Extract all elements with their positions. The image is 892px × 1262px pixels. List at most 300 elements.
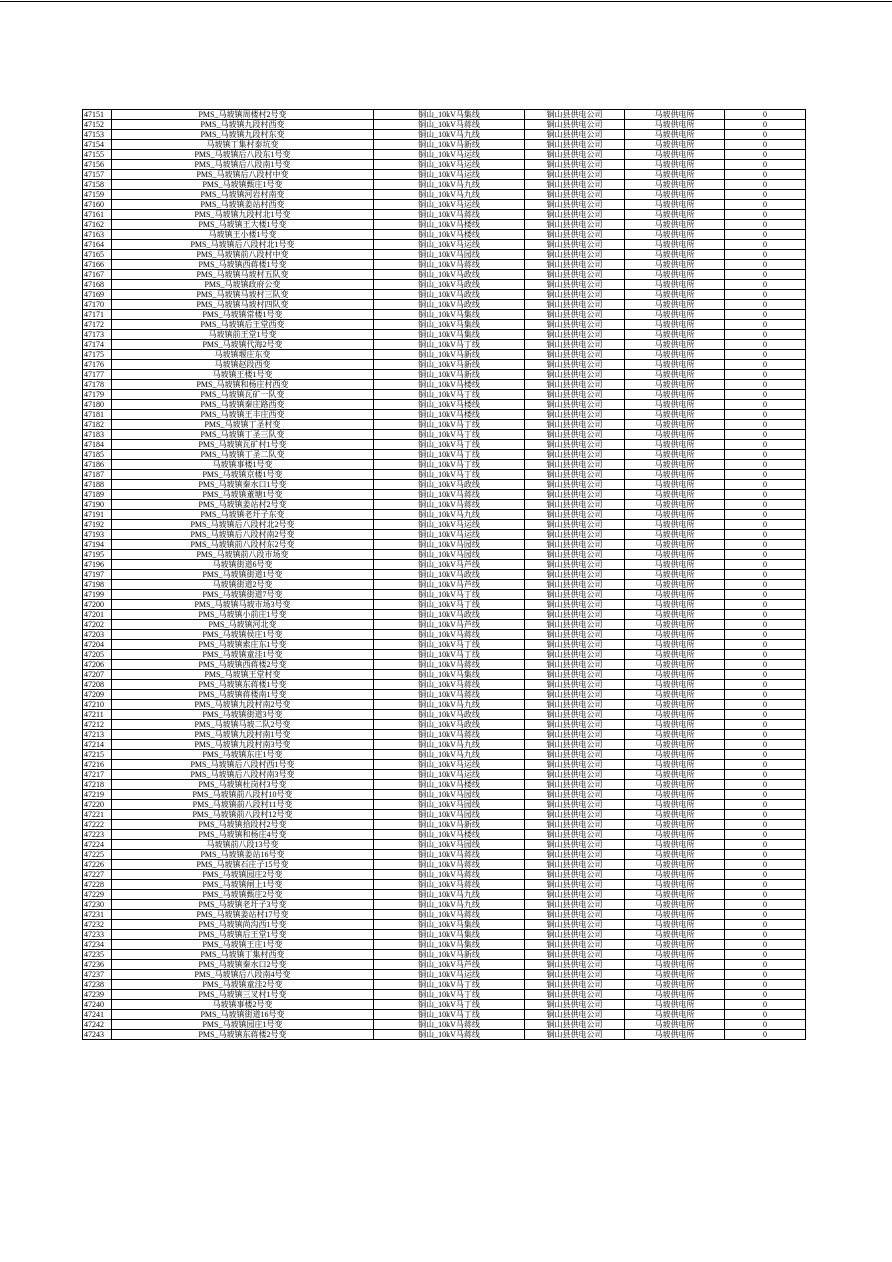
row-id-cell: 47210: [83, 700, 112, 710]
feeder-line-cell: 铜山_10kV马运线: [374, 170, 525, 180]
value-cell: 0: [725, 840, 806, 850]
company-cell: 铜山县供电公司: [525, 750, 625, 760]
supply-station-cell: 马坡供电所: [625, 980, 725, 990]
value-cell: 0: [725, 680, 806, 690]
supply-station-cell: 马坡供电所: [625, 950, 725, 960]
supply-station-cell: 马坡供电所: [625, 610, 725, 620]
supply-station-cell: 马坡供电所: [625, 570, 725, 580]
value-cell: 0: [725, 210, 806, 220]
supply-station-cell: 马坡供电所: [625, 590, 725, 600]
row-id-cell: 47190: [83, 500, 112, 510]
feeder-line-cell: 铜山_10kV马九线: [374, 190, 525, 200]
feeder-line-cell: 铜山_10kV马园线: [374, 810, 525, 820]
transformer-name-cell: PMS_马坡镇西蒋楼1号变: [112, 260, 374, 270]
transformer-name-cell: PMS_马坡镇侯庄1号变: [112, 630, 374, 640]
supply-station-cell: 马坡供电所: [625, 810, 725, 820]
supply-station-cell: 马坡供电所: [625, 490, 725, 500]
company-cell: 铜山县供电公司: [525, 110, 625, 120]
supply-station-cell: 马坡供电所: [625, 1010, 725, 1020]
feeder-line-cell: 铜山_10kV马楼线: [374, 380, 525, 390]
value-cell: 0: [725, 940, 806, 950]
supply-station-cell: 马坡供电所: [625, 630, 725, 640]
value-cell: 0: [725, 930, 806, 940]
supply-station-cell: 马坡供电所: [625, 380, 725, 390]
feeder-line-cell: 铜山_10kV马蒋线: [374, 730, 525, 740]
row-id-cell: 47160: [83, 200, 112, 210]
table-row: [83, 410, 806, 420]
feeder-line-cell: 铜山_10kV马集线: [374, 110, 525, 120]
supply-station-cell: 马坡供电所: [625, 960, 725, 970]
table-row: [83, 260, 806, 270]
transformer-name-cell: PMS_马坡镇园庄1号变: [112, 1020, 374, 1030]
value-cell: 0: [725, 830, 806, 840]
transformer-name-cell: PMS_马坡镇王堂村变: [112, 670, 374, 680]
table-row: [83, 310, 806, 320]
supply-station-cell: 马坡供电所: [625, 140, 725, 150]
supply-station-cell: 马坡供电所: [625, 600, 725, 610]
row-id-cell: 47159: [83, 190, 112, 200]
transformer-name-cell: PMS_马坡镇周楼村2号变: [112, 110, 374, 120]
company-cell: 铜山县供电公司: [525, 170, 625, 180]
feeder-line-cell: 铜山_10kV马丁线: [374, 470, 525, 480]
value-cell: 0: [725, 950, 806, 960]
value-cell: 0: [725, 510, 806, 520]
transformer-name-cell: PMS_马坡镇瓦矿村1号变: [112, 440, 374, 450]
table-row: [83, 230, 806, 240]
transformer-name-cell: PMS_马坡镇姜站村西变: [112, 200, 374, 210]
company-cell: 铜山县供电公司: [525, 190, 625, 200]
transformer-name-cell: PMS_马坡镇丁圣二队变: [112, 450, 374, 460]
company-cell: 铜山县供电公司: [525, 300, 625, 310]
feeder-line-cell: 铜山_10kV马丁线: [374, 450, 525, 460]
value-cell: 0: [725, 340, 806, 350]
feeder-line-cell: 铜山_10kV马楼线: [374, 830, 525, 840]
value-cell: 0: [725, 910, 806, 920]
table-row: [83, 300, 806, 310]
supply-station-cell: 马坡供电所: [625, 700, 725, 710]
value-cell: 0: [725, 180, 806, 190]
value-cell: 0: [725, 140, 806, 150]
feeder-line-cell: 铜山_10kV马楼线: [374, 220, 525, 230]
supply-station-cell: 马坡供电所: [625, 690, 725, 700]
supply-station-cell: 马坡供电所: [625, 110, 725, 120]
table-row: [83, 870, 806, 880]
supply-station-cell: 马坡供电所: [625, 900, 725, 910]
row-id-cell: 47155: [83, 150, 112, 160]
feeder-line-cell: 铜山_10kV马政线: [374, 720, 525, 730]
value-cell: 0: [725, 130, 806, 140]
company-cell: 铜山县供电公司: [525, 120, 625, 130]
transformer-name-cell: 马坡镇街道2号变: [112, 580, 374, 590]
supply-station-cell: 马坡供电所: [625, 800, 725, 810]
company-cell: 铜山县供电公司: [525, 520, 625, 530]
supply-station-cell: 马坡供电所: [625, 220, 725, 230]
row-id-cell: 47212: [83, 720, 112, 730]
feeder-line-cell: 铜山_10kV马新线: [374, 820, 525, 830]
row-id-cell: 47164: [83, 240, 112, 250]
row-id-cell: 47236: [83, 960, 112, 970]
transformer-name-cell: PMS_马坡镇街道16号变: [112, 1010, 374, 1020]
transformer-name-cell: PMS_马坡镇尚沟西1号变: [112, 920, 374, 930]
table-row: [83, 890, 806, 900]
supply-station-cell: 马坡供电所: [625, 990, 725, 1000]
table-row: [83, 1020, 806, 1030]
feeder-line-cell: 铜山_10kV马芦线: [374, 620, 525, 630]
table-row: [83, 120, 806, 130]
supply-station-cell: 马坡供电所: [625, 750, 725, 760]
supply-station-cell: 马坡供电所: [625, 790, 725, 800]
company-cell: 铜山县供电公司: [525, 1030, 625, 1040]
company-cell: 铜山县供电公司: [525, 810, 625, 820]
row-id-cell: 47187: [83, 470, 112, 480]
supply-station-cell: 马坡供电所: [625, 410, 725, 420]
value-cell: 0: [725, 220, 806, 230]
value-cell: 0: [725, 540, 806, 550]
company-cell: 铜山县供电公司: [525, 760, 625, 770]
value-cell: 0: [725, 880, 806, 890]
row-id-cell: 47204: [83, 640, 112, 650]
company-cell: 铜山县供电公司: [525, 530, 625, 540]
transformer-name-cell: PMS_马坡镇马坡村四队变: [112, 300, 374, 310]
supply-station-cell: 马坡供电所: [625, 910, 725, 920]
company-cell: 铜山县供电公司: [525, 670, 625, 680]
transformer-name-cell: 马坡镇堰庄东变: [112, 350, 374, 360]
row-id-cell: 47193: [83, 530, 112, 540]
row-id-cell: 47199: [83, 590, 112, 600]
supply-station-cell: 马坡供电所: [625, 180, 725, 190]
feeder-line-cell: 铜山_10kV马集线: [374, 940, 525, 950]
feeder-line-cell: 铜山_10kV马丁线: [374, 340, 525, 350]
feeder-line-cell: 铜山_10kV马丁线: [374, 640, 525, 650]
feeder-line-cell: 铜山_10kV马九线: [374, 130, 525, 140]
row-id-cell: 47220: [83, 800, 112, 810]
company-cell: 铜山县供电公司: [525, 870, 625, 880]
feeder-line-cell: 铜山_10kV马蒋线: [374, 870, 525, 880]
company-cell: 铜山县供电公司: [525, 370, 625, 380]
row-id-cell: 47188: [83, 480, 112, 490]
table-row: [83, 600, 806, 610]
value-cell: 0: [725, 160, 806, 170]
company-cell: 铜山县供电公司: [525, 320, 625, 330]
transformer-name-cell: PMS_马坡镇姜站16号变: [112, 850, 374, 860]
feeder-line-cell: 铜山_10kV马运线: [374, 160, 525, 170]
company-cell: 铜山县供电公司: [525, 340, 625, 350]
supply-station-cell: 马坡供电所: [625, 720, 725, 730]
value-cell: 0: [725, 570, 806, 580]
value-cell: 0: [725, 740, 806, 750]
transformer-name-cell: PMS_马坡镇丁圣三队变: [112, 430, 374, 440]
value-cell: 0: [725, 520, 806, 530]
table-row: [83, 990, 806, 1000]
value-cell: 0: [725, 190, 806, 200]
company-cell: 铜山县供电公司: [525, 990, 625, 1000]
company-cell: 铜山县供电公司: [525, 860, 625, 870]
transformer-name-cell: PMS_马坡镇东蒋楼2号变: [112, 1030, 374, 1040]
row-id-cell: 47197: [83, 570, 112, 580]
transformer-name-cell: PMS_马坡镇马坡村五队变: [112, 270, 374, 280]
transformer-name-cell: PMS_马坡镇甄庄1号变: [112, 180, 374, 190]
supply-station-cell: 马坡供电所: [625, 240, 725, 250]
row-id-cell: 47241: [83, 1010, 112, 1020]
row-id-cell: 47201: [83, 610, 112, 620]
supply-station-cell: 马坡供电所: [625, 400, 725, 410]
transformer-name-cell: PMS_马坡镇前八段村12号变: [112, 810, 374, 820]
value-cell: 0: [725, 780, 806, 790]
value-cell: 0: [725, 580, 806, 590]
transformer-name-cell: PMS_马坡镇石庄子15号变: [112, 860, 374, 870]
supply-station-cell: 马坡供电所: [625, 250, 725, 260]
feeder-line-cell: 铜山_10kV马新线: [374, 370, 525, 380]
value-cell: 0: [725, 440, 806, 450]
value-cell: 0: [725, 1020, 806, 1030]
transformer-name-cell: PMS_马坡镇前八段村11号变: [112, 800, 374, 810]
company-cell: 铜山县供电公司: [525, 960, 625, 970]
supply-station-cell: 马坡供电所: [625, 560, 725, 570]
transformer-name-cell: PMS_马坡镇董塘1号变: [112, 490, 374, 500]
value-cell: 0: [725, 480, 806, 490]
supply-station-cell: 马坡供电所: [625, 580, 725, 590]
table-row: [83, 220, 806, 230]
supply-station-cell: 马坡供电所: [625, 840, 725, 850]
table-row: [83, 940, 806, 950]
value-cell: 0: [725, 770, 806, 780]
supply-station-cell: 马坡供电所: [625, 770, 725, 780]
row-id-cell: 47224: [83, 840, 112, 850]
transformer-name-cell: PMS_马坡镇后八段村中变: [112, 170, 374, 180]
company-cell: 铜山县供电公司: [525, 940, 625, 950]
row-id-cell: 47207: [83, 670, 112, 680]
table-row: [83, 660, 806, 670]
company-cell: 铜山县供电公司: [525, 420, 625, 430]
row-id-cell: 47189: [83, 490, 112, 500]
transformer-name-cell: PMS_马坡镇王庄1号变: [112, 940, 374, 950]
feeder-line-cell: 铜山_10kV马集线: [374, 330, 525, 340]
value-cell: 0: [725, 630, 806, 640]
transformer-name-cell: 马坡镇丁集村泰坑变: [112, 140, 374, 150]
table-row: [83, 830, 806, 840]
table-row: [83, 160, 806, 170]
company-cell: 铜山县供电公司: [525, 600, 625, 610]
value-cell: 0: [725, 800, 806, 810]
supply-station-cell: 马坡供电所: [625, 430, 725, 440]
row-id-cell: 47215: [83, 750, 112, 760]
row-id-cell: 47156: [83, 160, 112, 170]
table-row: [83, 720, 806, 730]
company-cell: 铜山县供电公司: [525, 360, 625, 370]
transformer-name-cell: PMS_马坡镇九段村南1号变: [112, 730, 374, 740]
supply-station-cell: 马坡供电所: [625, 150, 725, 160]
company-cell: 铜山县供电公司: [525, 540, 625, 550]
table-row: [83, 570, 806, 580]
value-cell: 0: [725, 170, 806, 180]
table-row: [83, 170, 806, 180]
value-cell: 0: [725, 260, 806, 270]
supply-station-cell: 马坡供电所: [625, 510, 725, 520]
transformer-name-cell: PMS_马坡镇王丰庄西变: [112, 410, 374, 420]
value-cell: 0: [725, 320, 806, 330]
value-cell: 0: [725, 310, 806, 320]
company-cell: 铜山县供电公司: [525, 490, 625, 500]
row-id-cell: 47195: [83, 550, 112, 560]
feeder-line-cell: 铜山_10kV马九线: [374, 510, 525, 520]
company-cell: 铜山县供电公司: [525, 790, 625, 800]
transformer-name-cell: PMS_马坡镇姜站村2号变: [112, 500, 374, 510]
row-id-cell: 47153: [83, 130, 112, 140]
supply-station-cell: 马坡供电所: [625, 650, 725, 660]
transformer-name-cell: PMS_马坡镇童洼1号变: [112, 650, 374, 660]
feeder-line-cell: 铜山_10kV马政线: [374, 280, 525, 290]
table-row: [83, 200, 806, 210]
company-cell: 铜山县供电公司: [525, 180, 625, 190]
feeder-line-cell: 铜山_10kV马楼线: [374, 410, 525, 420]
table-row: [83, 630, 806, 640]
company-cell: 铜山县供电公司: [525, 430, 625, 440]
table-row: [83, 610, 806, 620]
row-id-cell: 47182: [83, 420, 112, 430]
value-cell: 0: [725, 1010, 806, 1020]
table-row: [83, 520, 806, 530]
row-id-cell: 47166: [83, 260, 112, 270]
table-row: [83, 320, 806, 330]
row-id-cell: 47211: [83, 710, 112, 720]
company-cell: 铜山县供电公司: [525, 220, 625, 230]
row-id-cell: 47214: [83, 740, 112, 750]
transformer-name-cell: PMS_马坡镇蒋楼南1号变: [112, 690, 374, 700]
feeder-line-cell: 铜山_10kV马丁线: [374, 440, 525, 450]
transformer-name-cell: 马坡镇王楼1号变: [112, 370, 374, 380]
value-cell: 0: [725, 390, 806, 400]
row-id-cell: 47168: [83, 280, 112, 290]
row-id-cell: 47167: [83, 270, 112, 280]
supply-station-cell: 马坡供电所: [625, 620, 725, 630]
supply-station-cell: 马坡供电所: [625, 680, 725, 690]
table-row: [83, 330, 806, 340]
company-cell: 铜山县供电公司: [525, 730, 625, 740]
transformer-name-cell: PMS_马坡镇后八段村南2号变: [112, 530, 374, 540]
row-id-cell: 47208: [83, 680, 112, 690]
supply-station-cell: 马坡供电所: [625, 260, 725, 270]
company-cell: 铜山县供电公司: [525, 510, 625, 520]
supply-station-cell: 马坡供电所: [625, 830, 725, 840]
supply-station-cell: 马坡供电所: [625, 160, 725, 170]
value-cell: 0: [725, 250, 806, 260]
feeder-line-cell: 铜山_10kV马九线: [374, 750, 525, 760]
feeder-line-cell: 铜山_10kV马政线: [374, 270, 525, 280]
row-id-cell: 47172: [83, 320, 112, 330]
feeder-line-cell: 铜山_10kV马政线: [374, 710, 525, 720]
company-cell: 铜山县供电公司: [525, 700, 625, 710]
value-cell: 0: [725, 560, 806, 570]
table-row: [83, 150, 806, 160]
company-cell: 铜山县供电公司: [525, 820, 625, 830]
feeder-line-cell: 铜山_10kV马政线: [374, 610, 525, 620]
transformer-name-cell: PMS_马坡镇老圩子东变: [112, 510, 374, 520]
supply-station-cell: 马坡供电所: [625, 1020, 725, 1030]
table-row: [83, 350, 806, 360]
top-border-line: [0, 1, 892, 2]
value-cell: 0: [725, 660, 806, 670]
transformer-name-cell: PMS_马坡镇索庄东1号变: [112, 640, 374, 650]
row-id-cell: 47229: [83, 890, 112, 900]
feeder-line-cell: 铜山_10kV马蒋线: [374, 1020, 525, 1030]
company-cell: 铜山县供电公司: [525, 480, 625, 490]
company-cell: 铜山县供电公司: [525, 290, 625, 300]
value-cell: 0: [725, 460, 806, 470]
value-cell: 0: [725, 330, 806, 340]
feeder-line-cell: 铜山_10kV马丁线: [374, 980, 525, 990]
supply-station-cell: 马坡供电所: [625, 460, 725, 470]
value-cell: 0: [725, 990, 806, 1000]
table-row: [83, 460, 806, 470]
row-id-cell: 47206: [83, 660, 112, 670]
table-row: [83, 430, 806, 440]
feeder-line-cell: 铜山_10kV马蒋线: [374, 120, 525, 130]
transformer-name-cell: PMS_马坡镇九段村南3号变: [112, 740, 374, 750]
value-cell: 0: [725, 890, 806, 900]
supply-station-cell: 马坡供电所: [625, 470, 725, 480]
feeder-line-cell: 铜山_10kV马蒋线: [374, 910, 525, 920]
transformer-name-cell: PMS_马坡镇九段村北1号变: [112, 210, 374, 220]
table-row: [83, 730, 806, 740]
transformer-name-cell: PMS_马坡镇九段村南2号变: [112, 700, 374, 710]
transformer-name-cell: PMS_马坡镇甄庄2号变: [112, 890, 374, 900]
company-cell: 铜山县供电公司: [525, 740, 625, 750]
feeder-line-cell: 铜山_10kV马九线: [374, 900, 525, 910]
value-cell: 0: [725, 120, 806, 130]
feeder-line-cell: 铜山_10kV马丁线: [374, 650, 525, 660]
row-id-cell: 47237: [83, 970, 112, 980]
feeder-line-cell: 铜山_10kV马集线: [374, 310, 525, 320]
feeder-line-cell: 铜山_10kV马新线: [374, 360, 525, 370]
row-id-cell: 47234: [83, 940, 112, 950]
row-id-cell: 47223: [83, 830, 112, 840]
value-cell: 0: [725, 730, 806, 740]
company-cell: 铜山县供电公司: [525, 580, 625, 590]
row-id-cell: 47196: [83, 560, 112, 570]
feeder-line-cell: 铜山_10kV马政线: [374, 570, 525, 580]
company-cell: 铜山县供电公司: [525, 350, 625, 360]
feeder-line-cell: 铜山_10kV马园线: [374, 540, 525, 550]
company-cell: 铜山县供电公司: [525, 610, 625, 620]
transformer-name-cell: PMS_马坡镇后八段村南3号变: [112, 770, 374, 780]
table-row: [83, 800, 806, 810]
table-row: [83, 480, 806, 490]
supply-station-cell: 马坡供电所: [625, 290, 725, 300]
row-id-cell: 47239: [83, 990, 112, 1000]
transformer-name-cell: PMS_马坡镇三叉村1号变: [112, 990, 374, 1000]
table-row: [83, 840, 806, 850]
row-id-cell: 47151: [83, 110, 112, 120]
row-id-cell: 47225: [83, 850, 112, 860]
transformer-name-cell: PMS_马坡镇河岩村南变: [112, 190, 374, 200]
supply-station-cell: 马坡供电所: [625, 920, 725, 930]
company-cell: 铜山县供电公司: [525, 200, 625, 210]
table-row: [83, 760, 806, 770]
table-row: [83, 420, 806, 430]
row-id-cell: 47228: [83, 880, 112, 890]
table-row: [83, 910, 806, 920]
supply-station-cell: 马坡供电所: [625, 210, 725, 220]
company-cell: 铜山县供电公司: [525, 470, 625, 480]
supply-station-cell: 马坡供电所: [625, 550, 725, 560]
feeder-line-cell: 铜山_10kV马丁线: [374, 590, 525, 600]
transformer-name-cell: PMS_马坡镇西蒋楼2号变: [112, 660, 374, 670]
feeder-line-cell: 铜山_10kV马集线: [374, 920, 525, 930]
supply-station-cell: 马坡供电所: [625, 450, 725, 460]
row-id-cell: 47217: [83, 770, 112, 780]
value-cell: 0: [725, 670, 806, 680]
feeder-line-cell: 铜山_10kV马九线: [374, 890, 525, 900]
